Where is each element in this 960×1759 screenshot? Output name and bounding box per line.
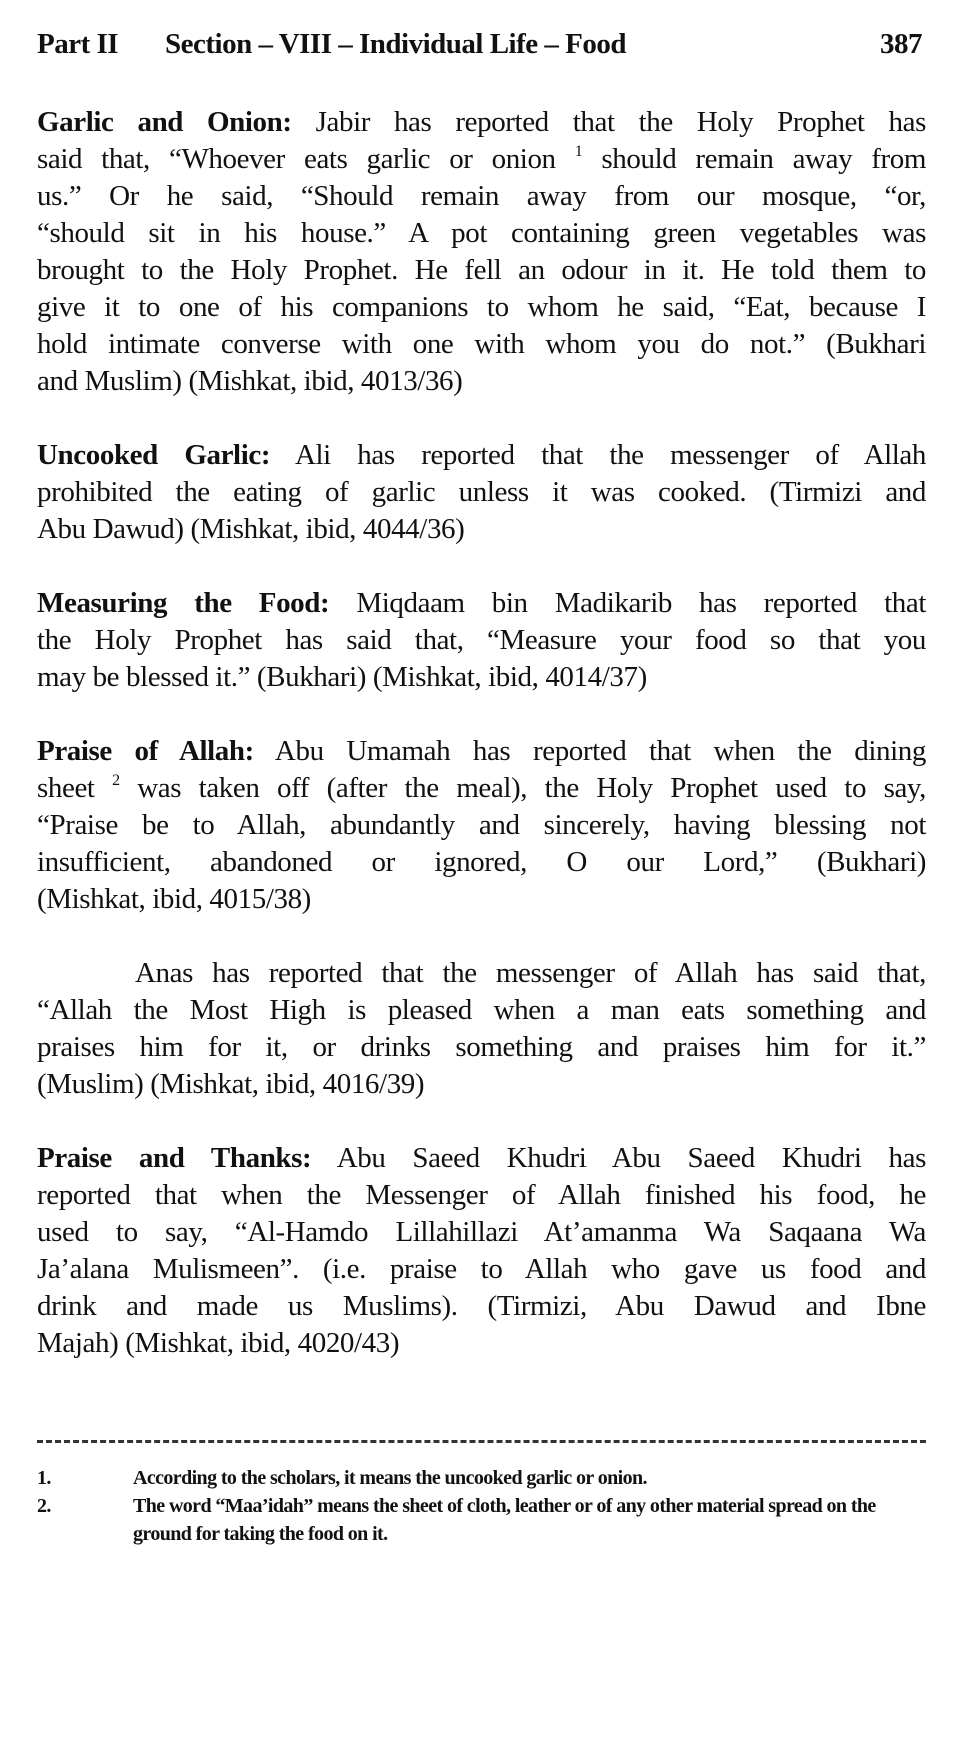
text-line xyxy=(37,326,926,363)
text-line xyxy=(37,659,926,696)
text-line xyxy=(37,1214,926,1251)
line-text: Abu Saeed Khudri Abu Saeed Khudri has xyxy=(311,1142,926,1174)
text-line xyxy=(37,474,926,511)
footnote-number: 1. xyxy=(37,1467,51,1489)
paragraph xyxy=(37,585,926,696)
line-text: Ja’alana Mulismeen”. (i.e. praise to Allah who gave us food and xyxy=(37,1253,926,1285)
text-line xyxy=(37,770,926,807)
line-text: Abu Dawud) (Mishkat, ibid, 4044/36) xyxy=(37,513,465,545)
page-number: 387 xyxy=(880,28,922,60)
text-line xyxy=(37,992,926,1029)
line-text: “Praise be to Allah, abundantly and sincerely, having blessing not xyxy=(37,809,926,841)
line-text: give it to one of his companions to whom he said, “Eat, because I xyxy=(37,291,926,323)
line-text: and Muslim) (Mishkat, ibid, 4013/36) xyxy=(37,365,463,397)
footnote-number: 2. xyxy=(37,1495,51,1517)
header-section: Section – VIII – Individual Life – Food xyxy=(165,28,626,60)
body-text xyxy=(37,104,926,1399)
line-text: (Muslim) (Mishkat, ibid, 4016/39) xyxy=(37,1068,425,1100)
text-line xyxy=(37,1288,926,1325)
line-text: said that, “Whoever eats garlic or onion xyxy=(37,143,575,175)
line-text: may be blessed it.” (Bukhari) (Mishkat, ibid, 4014/37) xyxy=(37,661,647,693)
line-text: Jabir has reported that the Holy Prophet has xyxy=(291,106,926,138)
running-header xyxy=(37,28,926,66)
text-line xyxy=(37,1066,926,1103)
text-line xyxy=(37,807,926,844)
paragraph xyxy=(37,437,926,548)
footnote-ref: 2 xyxy=(112,772,120,789)
paragraph-heading: Praise of Allah: xyxy=(37,735,254,767)
text-line xyxy=(37,622,926,659)
line-text: used to say, “Al-Hamdo Lillahillazi At’amanma Wa Saqaana Wa xyxy=(37,1216,926,1248)
line-text: Miqdaam bin Madikarib has reported that xyxy=(329,587,926,619)
text-line xyxy=(37,178,926,215)
line-text: was taken off (after the meal), the Holy Prophet used to say, xyxy=(119,772,926,804)
line-text: praises him for it, or drinks something and praises him for it.” xyxy=(37,1031,926,1063)
text-line xyxy=(37,215,926,252)
paragraph xyxy=(37,104,926,400)
line-text: Abu Umamah has reported that when the dining xyxy=(253,735,926,767)
line-text: Anas has reported that the messenger of Allah has said that, xyxy=(135,957,926,989)
text-line xyxy=(37,511,926,548)
line-text: Ali has reported that the messenger of Allah xyxy=(270,439,927,471)
footnote-ref: 1 xyxy=(574,143,583,160)
text-line xyxy=(37,252,926,289)
line-text: reported that when the Messenger of Allah finished his food, he xyxy=(37,1179,926,1211)
header-part: Part II xyxy=(37,28,119,60)
footnote-text: According to the scholars, it means the uncooked garlic or onion. xyxy=(133,1467,647,1489)
line-text: the Holy Prophet has said that, “Measure your food so that you xyxy=(37,624,926,656)
line-text: Majah) (Mishkat, ibid, 4020/43) xyxy=(37,1327,400,1359)
paragraph-heading: Praise and Thanks: xyxy=(37,1142,312,1174)
text-line xyxy=(37,1140,926,1177)
line-text: should remain away from xyxy=(582,143,926,175)
text-line xyxy=(37,1325,926,1362)
paragraph xyxy=(37,1140,926,1362)
line-text: “should sit in his house.” A pot containing green vegetables was xyxy=(37,217,926,249)
line-text: sheet xyxy=(37,772,113,804)
line-text: us.” Or he said, “Should remain away from our mosque, “or, xyxy=(37,180,926,212)
paragraph-heading: Uncooked Garlic: xyxy=(37,439,271,471)
text-line xyxy=(37,363,926,400)
line-text: prohibited the eating of garlic unless it was cooked. (Tirmizi and xyxy=(37,476,926,508)
paragraph xyxy=(37,733,926,918)
line-text: drink and made us Muslims). (Tirmizi, Abu Dawud and Ibne xyxy=(37,1290,926,1322)
text-line xyxy=(37,955,926,992)
paragraph-heading: Measuring the Food: xyxy=(37,587,330,619)
text-line xyxy=(37,733,926,770)
text-line xyxy=(37,1251,926,1288)
line-text: “Allah the Most High is pleased when a man eats something and xyxy=(37,994,926,1026)
text-line xyxy=(37,1177,926,1214)
text-line xyxy=(37,881,926,918)
text-line xyxy=(37,437,926,474)
footnote-text: The word “Maa’idah” means the sheet of cloth, leather or of any other material spread on the ground for taking the food on it. xyxy=(133,1495,876,1545)
line-text: brought to the Holy Prophet. He fell an odour in it. He told them to xyxy=(37,254,926,286)
footnote-divider xyxy=(37,1440,926,1443)
text-line xyxy=(37,104,926,141)
text-line xyxy=(37,844,926,881)
line-text: (Mishkat, ibid, 4015/38) xyxy=(37,883,311,915)
paragraph xyxy=(37,955,926,1103)
line-text: insufficient, abandoned or ignored, O our Lord,” (Bukhari) xyxy=(37,846,926,878)
line-text: hold intimate converse with one with whom you do not.” (Bukhari xyxy=(37,328,926,360)
text-line xyxy=(37,1029,926,1066)
text-line xyxy=(37,585,926,622)
paragraph-heading: Garlic and Onion: xyxy=(37,106,292,138)
text-line xyxy=(37,289,926,326)
text-line xyxy=(37,141,926,178)
